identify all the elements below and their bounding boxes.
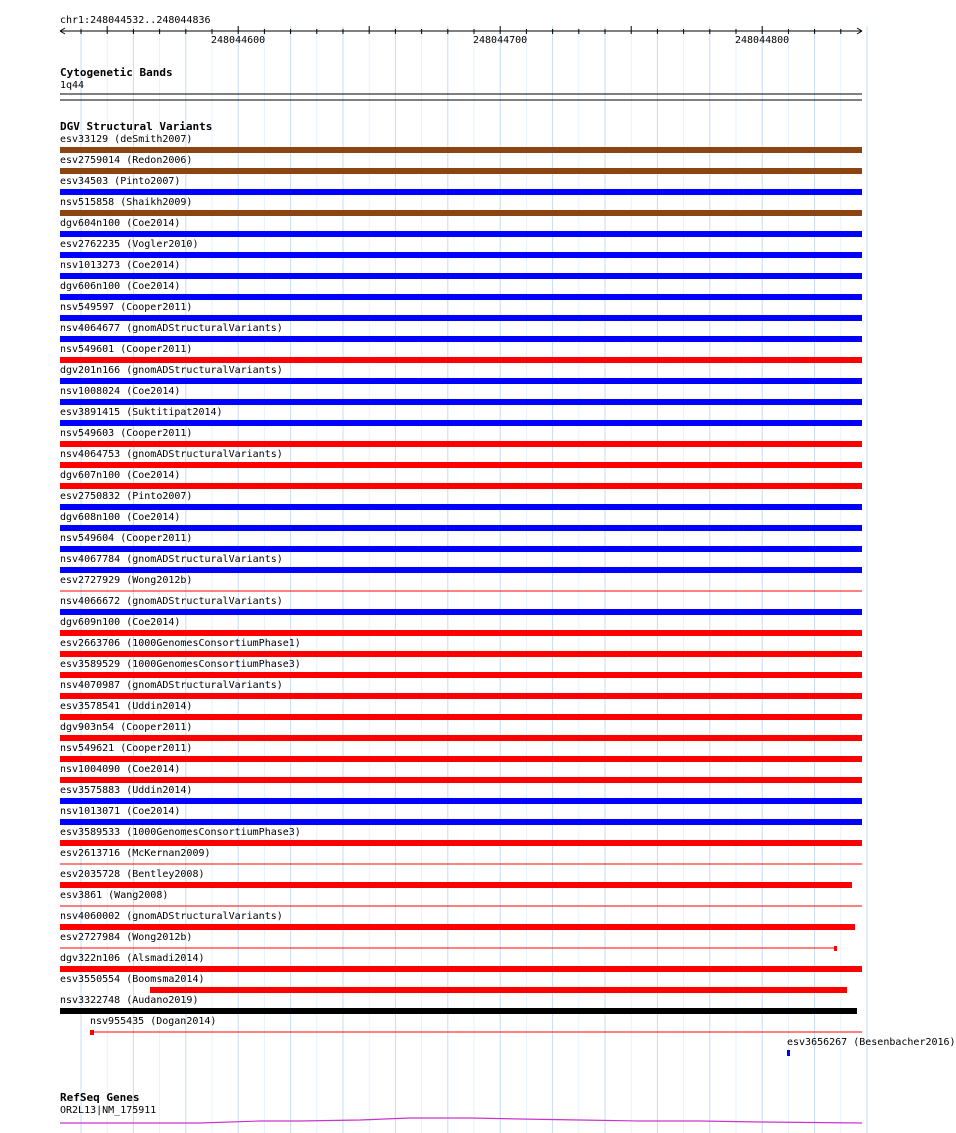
refseq-gene-label[interactable]: OR2L13|NM_175911 [60,1105,157,1116]
dgv-feature-label[interactable]: nsv549601 (Cooper2011) [60,344,193,355]
dgv-feature-label[interactable]: nsv1008024 (Coe2014) [60,386,181,397]
dgv-feature-bar [60,567,862,573]
dgv-feature-label[interactable]: esv2759014 (Redon2006) [60,155,193,166]
dgv-feature-label[interactable]: esv3589533 (1000GenomesConsortiumPhase3) [60,827,301,838]
dgv-feature-bar [787,1050,790,1056]
dgv-feature-bar [60,924,855,930]
dgv-feature-label[interactable]: nsv3322748 (Audano2019) [60,995,199,1006]
dgv-feature-bar [60,777,862,783]
dgv-feature-bar [60,378,862,384]
dgv-feature-label[interactable]: nsv4064753 (gnomADStructuralVariants) [60,449,283,460]
ruler-location: chr1:248044532..248044836 [60,15,211,26]
dgv-feature-bar [60,840,862,846]
dgv-feature-label[interactable]: nsv1013273 (Coe2014) [60,260,181,271]
dgv-feature-bar [60,798,862,804]
dgv-feature-bar [60,630,862,636]
dgv-feature-bar [60,504,862,510]
dgv-feature-label[interactable]: nsv4064677 (gnomADStructuralVariants) [60,323,283,334]
dgv-feature-label[interactable]: nsv4060002 (gnomADStructuralVariants) [60,911,283,922]
dgv-feature-bar [60,546,862,552]
dgv-feature-bar [60,294,862,300]
dgv-feature-label[interactable]: dgv903n54 (Cooper2011) [60,722,193,733]
dgv-feature-bar [60,189,862,195]
dgv-feature-label[interactable]: dgv604n100 (Coe2014) [60,218,181,229]
dgv-feature-bar [60,147,862,153]
dgv-feature-label[interactable]: dgv606n100 (Coe2014) [60,281,181,292]
dgv-feature-label[interactable]: esv3550554 (Boomsma2014) [60,974,205,985]
dgv-feature-label[interactable]: esv2727929 (Wong2012b) [60,575,193,586]
dgv-feature-bar [60,357,862,363]
dgv-feature-label[interactable]: dgv607n100 (Coe2014) [60,470,181,481]
dgv-feature-bar [60,483,862,489]
dgv-feature-bar [60,315,862,321]
dgv-feature-bar [60,819,862,825]
dgv-feature-label[interactable]: esv2750832 (Pinto2007) [60,491,193,502]
dgv-feature-label[interactable]: nsv4070987 (gnomADStructuralVariants) [60,680,283,691]
dgv-feature-bar [60,882,852,888]
cytoband-label: 1q44 [60,80,85,91]
dgv-feature-label[interactable]: nsv1013071 (Coe2014) [60,806,181,817]
dgv-feature-label[interactable]: dgv322n106 (Alsmadi2014) [60,953,205,964]
dgv-feature-bar [60,168,862,174]
dgv-feature-label[interactable]: nsv515858 (Shaikh2009) [60,197,193,208]
refseq-track-title[interactable]: RefSeq Genes [60,1091,140,1104]
dgv-feature-bar [60,231,862,237]
dgv-feature-label[interactable]: nsv549621 (Cooper2011) [60,743,193,754]
dgv-track-title[interactable]: DGV Structural Variants [60,120,213,133]
dgv-feature-label[interactable]: esv3575883 (Uddin2014) [60,785,193,796]
dgv-feature-label[interactable]: esv3656267 (Besenbacher2016) [787,1037,956,1048]
dgv-feature-label[interactable]: esv2727984 (Wong2012b) [60,932,193,943]
dgv-feature-bar [60,462,862,468]
dgv-feature-label[interactable]: esv2762235 (Vogler2010) [60,239,199,250]
dgv-feature-label[interactable]: esv3891415 (Suktitipat2014) [60,407,223,418]
dgv-feature-label[interactable]: nsv955435 (Dogan2014) [90,1016,217,1027]
dgv-feature-label[interactable]: esv34503 (Pinto2007) [60,176,181,187]
dgv-feature-bar [60,210,862,216]
dgv-feature-bar [60,672,862,678]
refseq-gene-line [60,1118,862,1123]
dgv-feature-label[interactable]: nsv4066672 (gnomADStructuralVariants) [60,596,283,607]
dgv-feature-bar [60,756,862,762]
dgv-feature-bar [60,693,862,699]
dgv-feature-label[interactable]: dgv608n100 (Coe2014) [60,512,181,523]
dgv-feature-label[interactable]: dgv201n166 (gnomADStructuralVariants) [60,365,283,376]
dgv-feature-label[interactable]: esv3589529 (1000GenomesConsortiumPhase3) [60,659,301,670]
dgv-feature-bar [60,609,862,615]
dgv-feature-label[interactable]: dgv609n100 (Coe2014) [60,617,181,628]
dgv-feature-label[interactable]: esv33129 (deSmith2007) [60,134,193,145]
dgv-feature-bar [60,966,862,972]
dgv-feature-label[interactable]: esv3578541 (Uddin2014) [60,701,193,712]
dgv-feature-bar [60,336,862,342]
dgv-feature-label[interactable]: esv3861 (Wang2008) [60,890,169,901]
dgv-feature-bar [60,399,862,405]
dgv-feature-bar [60,273,862,279]
dgv-feature-label[interactable]: nsv549604 (Cooper2011) [60,533,193,544]
dgv-feature-label[interactable]: esv2035728 (Bentley2008) [60,869,205,880]
ruler-tick-label: 248044800 [735,35,790,46]
ruler-tick-label: 248044600 [211,35,266,46]
cytoband-track-title[interactable]: Cytogenetic Bands [60,66,173,79]
dgv-feature-label[interactable]: esv2613716 (McKernan2009) [60,848,211,859]
dgv-feature-label[interactable]: nsv549603 (Cooper2011) [60,428,193,439]
dgv-feature-bar [150,987,847,993]
dgv-feature-bar [60,252,862,258]
dgv-feature-label[interactable]: nsv4067784 (gnomADStructuralVariants) [60,554,283,565]
dgv-feature-label[interactable]: nsv1004090 (Coe2014) [60,764,181,775]
dgv-feature-bar [60,420,862,426]
dgv-feature-bar [60,1008,857,1014]
dgv-feature-label[interactable]: nsv549597 (Cooper2011) [60,302,193,313]
dgv-feature-label[interactable]: esv2663706 (1000GenomesConsortiumPhase1) [60,638,301,649]
dgv-feature-start-block [90,1030,94,1035]
dgv-feature-bar [60,441,862,447]
dgv-feature-bar [60,714,862,720]
dgv-feature-bar [60,525,862,531]
dgv-feature-end-block [834,946,837,951]
dgv-feature-bar [60,651,862,657]
ruler-tick-label: 248044700 [473,35,528,46]
dgv-feature-bar [60,735,862,741]
